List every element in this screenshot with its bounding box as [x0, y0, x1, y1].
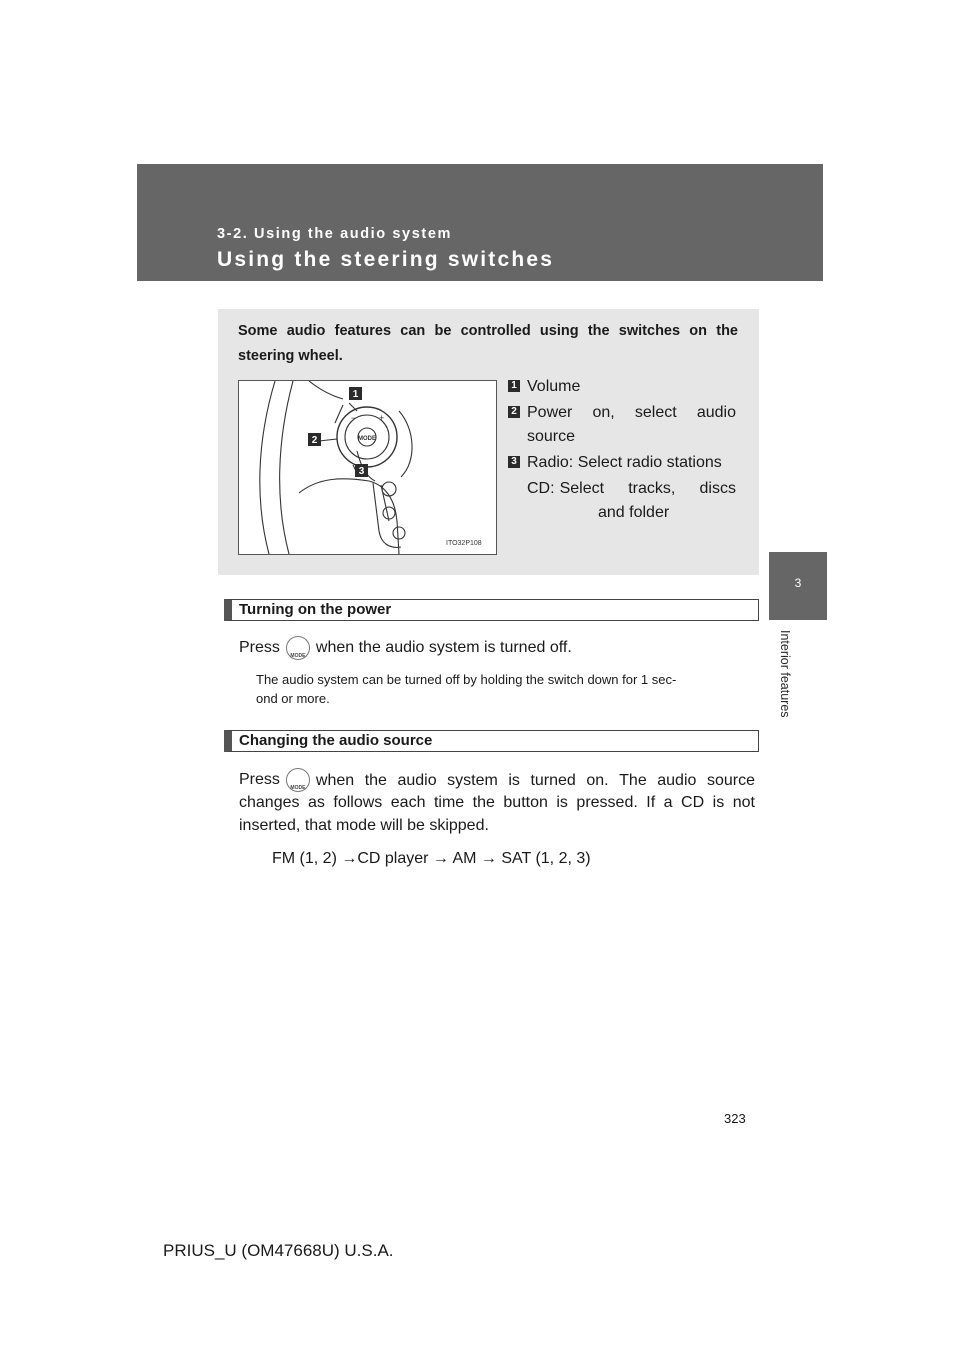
steering-switch-illustration: [238, 380, 497, 555]
word: If: [646, 794, 656, 811]
callout-marker: 1: [508, 380, 520, 392]
section-label: 3-2. Using the audio system: [217, 226, 452, 242]
word: button: [503, 794, 548, 811]
cd-line1: [560, 477, 736, 501]
word: audio: [657, 771, 697, 789]
changing-source-line2: [239, 791, 755, 814]
figure-code: ITO32P108: [446, 540, 482, 547]
word: not: [732, 794, 755, 811]
callout-marker: 3: [508, 456, 520, 468]
word: on,: [592, 404, 615, 421]
word: changes: [239, 794, 300, 811]
word: system: [447, 771, 498, 789]
intro-box: [218, 309, 759, 575]
word: tracks,: [628, 480, 676, 497]
word: is: [556, 794, 568, 811]
word: discs: [699, 480, 736, 497]
word: select: [634, 404, 677, 421]
page-title: Using the steering switches: [217, 248, 555, 271]
svg-text:−: −: [351, 413, 357, 423]
callout-item-power: [508, 401, 736, 449]
word: pressed.: [576, 794, 638, 811]
press-word: Press: [239, 771, 280, 789]
chapter-number: 3: [794, 576, 802, 590]
callout-cd-block: [508, 477, 736, 525]
callout-text-line2: source: [527, 428, 576, 445]
word: on.: [586, 771, 609, 789]
press-word: Press: [239, 639, 280, 657]
source-sequence: FM (1, 2) →CD player → AM → SAT (1, 2, 3): [272, 850, 591, 867]
callout-text: Volume: [527, 378, 581, 395]
mode-button-icon: MODE: [286, 768, 310, 792]
callout-text: Radio: Select radio stations: [527, 454, 722, 471]
svg-text:2: 2: [311, 435, 318, 446]
word: audio: [696, 404, 736, 421]
callout-list: [508, 375, 736, 525]
chapter-title: Interior features: [778, 630, 792, 718]
chapter-tab: [769, 552, 827, 620]
changing-source-line1-rest: [316, 769, 755, 792]
footer-model-code: PRIUS_U (OM47668U) U.S.A.: [163, 1241, 394, 1260]
turning-on-note-line1: The audio system can be turned off by holding the switch down for 1 sec-: [256, 672, 677, 687]
word: turned: [530, 771, 576, 789]
cd-line2: and folder: [598, 504, 670, 521]
word: The: [619, 771, 647, 789]
word: a: [663, 794, 673, 811]
word: the: [472, 794, 495, 811]
callout-text-line1: [527, 401, 736, 425]
page-number: 323: [724, 1111, 746, 1126]
word: CD: [681, 794, 705, 811]
heading-changing-audio-source: Changing the audio source: [224, 730, 759, 752]
word: each: [390, 794, 426, 811]
word: the: [364, 771, 387, 789]
svg-text:+: +: [379, 413, 385, 423]
word: when: [315, 771, 355, 789]
word: time: [433, 794, 465, 811]
turning-on-instruction: [239, 636, 572, 660]
word: is: [712, 794, 725, 811]
word: source: [706, 771, 755, 789]
word: as: [307, 794, 325, 811]
figure-mode-label: MODE: [358, 436, 376, 442]
word: audio: [397, 771, 437, 789]
svg-text:3: 3: [358, 466, 365, 477]
changing-source-line3: inserted, that mode will be skipped.: [239, 817, 489, 834]
cd-prefix: CD:: [527, 480, 555, 497]
word: Power: [527, 404, 573, 421]
callout-item-radio: [508, 451, 736, 475]
callout-marker: 2: [508, 406, 520, 418]
callout-item-volume: [508, 375, 736, 399]
intro-text: Some audio features can be controlled using the switches on the steering wheel.: [238, 323, 738, 364]
word: follows: [333, 794, 383, 811]
word: is: [508, 771, 520, 789]
heading-turning-on-power: Turning on the power: [224, 599, 759, 621]
instruction-rest: when the audio system is turned off.: [315, 639, 572, 657]
header-band: [137, 164, 823, 281]
mode-button-icon: MODE: [286, 636, 310, 660]
word: Select: [559, 480, 605, 497]
changing-source-line1: [239, 768, 755, 792]
turning-on-note-line2: ond or more.: [256, 691, 330, 706]
svg-text:1: 1: [352, 389, 359, 400]
